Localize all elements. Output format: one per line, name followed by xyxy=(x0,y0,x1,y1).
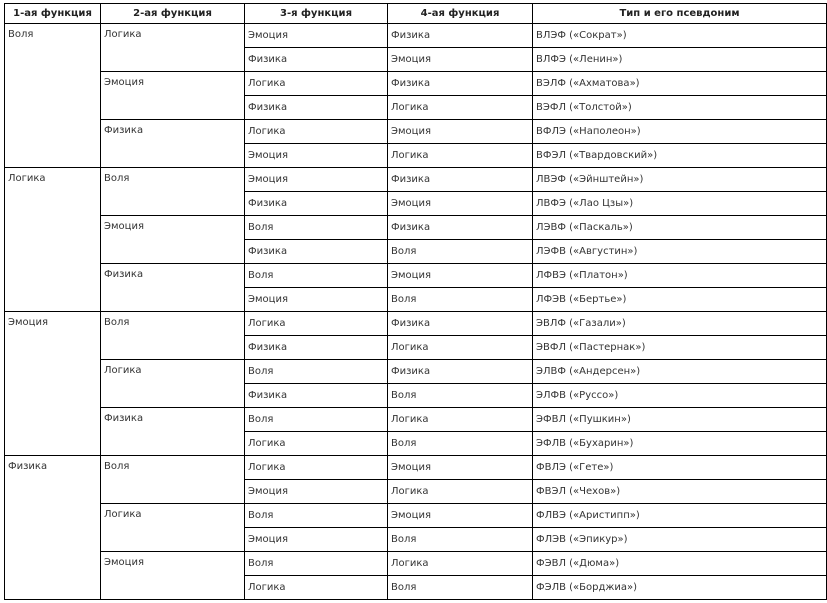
type-alias-cell: ФВЭЛ («Чехов») xyxy=(533,480,827,504)
third-function-cell: Воля xyxy=(245,216,388,240)
header-first-function: 1-ая функция xyxy=(5,4,101,24)
third-function-cell: Логика xyxy=(245,72,388,96)
second-function-cell: Физика xyxy=(101,264,245,312)
table-body xyxy=(5,24,827,600)
third-function-cell: Эмоция xyxy=(245,24,388,48)
type-alias-cell: ЛЭФВ («Августин») xyxy=(533,240,827,264)
type-alias-cell: ВФЭЛ («Твардовский») xyxy=(533,144,827,168)
table-row xyxy=(5,456,827,480)
third-function-cell: Логика xyxy=(245,456,388,480)
third-function-cell: Физика xyxy=(245,96,388,120)
third-function-cell: Физика xyxy=(245,48,388,72)
third-function-cell: Воля xyxy=(245,504,388,528)
type-alias-cell: ЭЛВФ («Андерсен») xyxy=(533,360,827,384)
second-function-cell: Логика xyxy=(101,504,245,552)
type-alias-cell: ЛФВЭ («Платон») xyxy=(533,264,827,288)
second-function-cell: Физика xyxy=(101,408,245,456)
table-row xyxy=(5,120,827,144)
type-alias-cell: ВЛФЭ («Ленин») xyxy=(533,48,827,72)
third-function-cell: Воля xyxy=(245,264,388,288)
fourth-function-cell: Эмоция xyxy=(388,192,533,216)
fourth-function-cell: Логика xyxy=(388,552,533,576)
fourth-function-cell: Эмоция xyxy=(388,264,533,288)
first-function-cell: Эмоция xyxy=(5,312,101,456)
third-function-cell: Логика xyxy=(245,432,388,456)
fourth-function-cell: Эмоция xyxy=(388,456,533,480)
second-function-cell: Воля xyxy=(101,456,245,504)
type-alias-cell: ВФЛЭ («Наполеон») xyxy=(533,120,827,144)
table-row xyxy=(5,408,827,432)
second-function-cell: Эмоция xyxy=(101,216,245,264)
header-row xyxy=(5,4,827,24)
fourth-function-cell: Воля xyxy=(388,288,533,312)
table-row xyxy=(5,24,827,48)
fourth-function-cell: Воля xyxy=(388,432,533,456)
header-third-function: 3-я функция xyxy=(245,4,388,24)
second-function-cell: Логика xyxy=(101,24,245,72)
type-alias-cell: ЭЛФВ («Руссо») xyxy=(533,384,827,408)
fourth-function-cell: Логика xyxy=(388,336,533,360)
header-fourth-function: 4-ая функция xyxy=(388,4,533,24)
fourth-function-cell: Физика xyxy=(388,72,533,96)
psychotypes-table xyxy=(4,3,827,600)
fourth-function-cell: Логика xyxy=(388,480,533,504)
third-function-cell: Логика xyxy=(245,312,388,336)
third-function-cell: Эмоция xyxy=(245,168,388,192)
fourth-function-cell: Физика xyxy=(388,216,533,240)
fourth-function-cell: Физика xyxy=(388,168,533,192)
type-alias-cell: ВЭЛФ («Ахматова») xyxy=(533,72,827,96)
third-function-cell: Логика xyxy=(245,576,388,600)
table-row xyxy=(5,552,827,576)
fourth-function-cell: Воля xyxy=(388,240,533,264)
type-alias-cell: ВЛЭФ («Сократ») xyxy=(533,24,827,48)
third-function-cell: Эмоция xyxy=(245,528,388,552)
third-function-cell: Эмоция xyxy=(245,144,388,168)
second-function-cell: Эмоция xyxy=(101,72,245,120)
first-function-cell: Логика xyxy=(5,168,101,312)
fourth-function-cell: Эмоция xyxy=(388,504,533,528)
type-alias-cell: ФЭЛВ («Борджиа») xyxy=(533,576,827,600)
third-function-cell: Эмоция xyxy=(245,480,388,504)
type-alias-cell: ВЭФЛ («Толстой») xyxy=(533,96,827,120)
type-alias-cell: ФЭВЛ («Дюма») xyxy=(533,552,827,576)
first-function-cell: Физика xyxy=(5,456,101,600)
table-row xyxy=(5,264,827,288)
third-function-cell: Эмоция xyxy=(245,288,388,312)
type-alias-cell: ЭФВЛ («Пушкин») xyxy=(533,408,827,432)
type-alias-cell: ФЛВЭ («Аристипп») xyxy=(533,504,827,528)
third-function-cell: Физика xyxy=(245,336,388,360)
third-function-cell: Физика xyxy=(245,384,388,408)
fourth-function-cell: Воля xyxy=(388,384,533,408)
third-function-cell: Физика xyxy=(245,240,388,264)
fourth-function-cell: Эмоция xyxy=(388,120,533,144)
header-type-alias: Тип и его псевдоним xyxy=(533,4,827,24)
second-function-cell: Физика xyxy=(101,120,245,168)
table-row xyxy=(5,168,827,192)
fourth-function-cell: Воля xyxy=(388,576,533,600)
third-function-cell: Воля xyxy=(245,408,388,432)
fourth-function-cell: Эмоция xyxy=(388,48,533,72)
type-alias-cell: ЭВФЛ («Пастернак») xyxy=(533,336,827,360)
type-alias-cell: ЛЭВФ («Паскаль») xyxy=(533,216,827,240)
table-row xyxy=(5,312,827,336)
type-alias-cell: ЛФЭВ («Бертье») xyxy=(533,288,827,312)
second-function-cell: Воля xyxy=(101,312,245,360)
table-row xyxy=(5,360,827,384)
third-function-cell: Физика xyxy=(245,192,388,216)
fourth-function-cell: Логика xyxy=(388,144,533,168)
header-second-function: 2-ая функция xyxy=(101,4,245,24)
table-container xyxy=(4,3,827,600)
fourth-function-cell: Логика xyxy=(388,408,533,432)
type-alias-cell: ЭВЛФ («Газали») xyxy=(533,312,827,336)
second-function-cell: Воля xyxy=(101,168,245,216)
fourth-function-cell: Физика xyxy=(388,24,533,48)
second-function-cell: Эмоция xyxy=(101,552,245,600)
type-alias-cell: ФЛЭВ («Эпикур») xyxy=(533,528,827,552)
fourth-function-cell: Физика xyxy=(388,312,533,336)
table-row xyxy=(5,504,827,528)
table-row xyxy=(5,72,827,96)
fourth-function-cell: Воля xyxy=(388,528,533,552)
type-alias-cell: ЛВФЭ («Лао Цзы») xyxy=(533,192,827,216)
third-function-cell: Воля xyxy=(245,360,388,384)
third-function-cell: Воля xyxy=(245,552,388,576)
type-alias-cell: ЭФЛВ («Бухарин») xyxy=(533,432,827,456)
table-row xyxy=(5,216,827,240)
fourth-function-cell: Физика xyxy=(388,360,533,384)
type-alias-cell: ЛВЭФ («Эйнштейн») xyxy=(533,168,827,192)
second-function-cell: Логика xyxy=(101,360,245,408)
type-alias-cell: ФВЛЭ («Гете») xyxy=(533,456,827,480)
first-function-cell: Воля xyxy=(5,24,101,168)
third-function-cell: Логика xyxy=(245,120,388,144)
fourth-function-cell: Логика xyxy=(388,96,533,120)
